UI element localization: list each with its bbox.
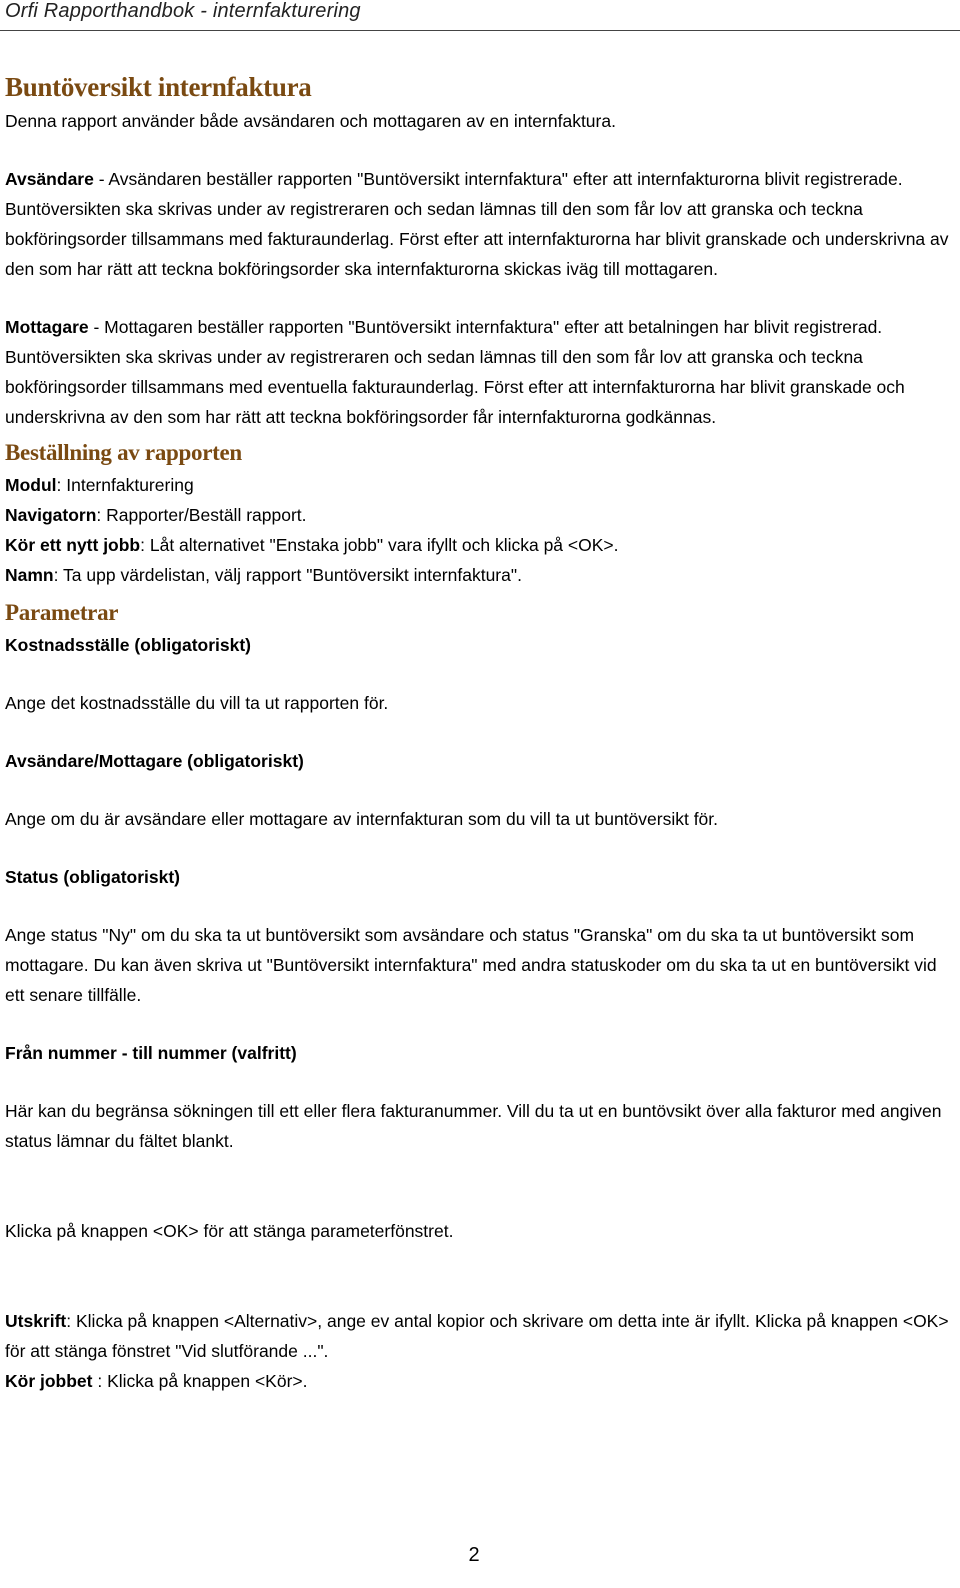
sender-label: Avsändare <box>5 169 94 189</box>
header-divider <box>0 30 960 31</box>
order-line-modul <box>5 470 950 500</box>
sender-text: - Avsändaren beställer rapporten "Buntöversikt internfaktura" efter att internfakturorna blivit registrerade. Buntöversikten ska skrivas under av registreraren och sedan lämnas till den som får lov att granska och teckna bokföringsorder tillsammans med fakturaunderlag. Först efter att internfakturorna har blivit granskade och underskrivna av den som har rätt att teckna bokföringsorder ska internfakturorna skickas iväg till mottagaren. <box>5 169 949 279</box>
order-line-namn <box>5 560 950 590</box>
print-text: : Klicka på knappen <Alternativ>, ange ev antal kopior och skrivare om detta inte är ifyllt. Klicka på knappen <OK> för att stänga fönstret "Vid slutförande ...". <box>5 1311 949 1361</box>
param-name-text: Från nummer - till nummer (valfritt) <box>5 1043 297 1063</box>
order-line-navigatorn <box>5 500 950 530</box>
receiver-text: - Mottagaren beställer rapporten "Buntöversikt internfaktura" efter att betalningen har blivit registrerad. Buntöversikten ska skrivas under av registreraren och sedan lämnas till den som får lov att granska och teckna bokföringsorder tillsammans med eventuella fakturaunderlag. Först efter att internfakturorna har blivit granskade och underskrivna av den som har rätt att teckna bokföringsorder får internfakturorna godkännas. <box>5 317 905 427</box>
order-text: : Låt alternativet "Enstaka jobb" vara ifyllt och klicka på <OK>. <box>140 535 619 555</box>
print-instruction <box>5 1306 950 1366</box>
param-name <box>5 746 950 776</box>
param-description: Här kan du begränsa sökningen till ett eller flera fakturanummer. Vill du ta ut en buntövsikt över alla fakturor med angiven status lämnar du fältet blankt. <box>5 1101 942 1151</box>
run-label: Kör jobbet <box>5 1371 93 1391</box>
receiver-label: Mottagare <box>5 317 89 337</box>
param-name-text: Kostnadsställe (obligatoriskt) <box>5 635 252 655</box>
document-body <box>5 68 950 1396</box>
ok-instruction: Klicka på knappen <OK> för att stänga parameterfönstret. <box>5 1221 454 1241</box>
intro-paragraph: Denna rapport använder både avsändaren och mottagaren av en internfaktura. <box>5 111 616 131</box>
section-title-bestallning: Beställning av rapporten <box>5 440 242 465</box>
order-label: Namn <box>5 565 54 585</box>
param-name <box>5 1038 950 1068</box>
param-name <box>5 630 950 660</box>
order-label: Modul <box>5 475 57 495</box>
param-description: Ange om du är avsändare eller mottagare av internfakturan som du vill ta ut buntöversikt för. <box>5 809 719 829</box>
param-name-text: Status (obligatoriskt) <box>5 867 181 887</box>
param-description: Ange det kostnadsställe du vill ta ut rapporten för. <box>5 693 389 713</box>
order-line-kor-ett-nytt-jobb <box>5 530 950 560</box>
run-instruction <box>5 1366 950 1396</box>
receiver-paragraph <box>5 312 950 432</box>
page-header: Orfi Rapporthandbok - internfakturering <box>5 0 361 22</box>
section-title-parametrar: Parametrar <box>5 600 119 625</box>
param-name <box>5 862 950 892</box>
section-title-buntoversikt: Buntöversikt internfaktura <box>5 72 312 102</box>
param-name-text: Avsändare/Mottagare (obligatoriskt) <box>5 751 304 771</box>
order-label: Navigatorn <box>5 505 97 525</box>
order-text: : Ta upp värdelistan, välj rapport "Buntöversikt internfaktura". <box>53 565 522 585</box>
print-label: Utskrift <box>5 1311 67 1331</box>
order-text: : Rapporter/Beställ rapport. <box>96 505 307 525</box>
order-text: : Internfakturering <box>56 475 194 495</box>
page-number: 2 <box>468 1544 480 1566</box>
run-text: : Klicka på knappen <Kör>. <box>92 1371 308 1391</box>
order-label: Kör ett nytt jobb <box>5 535 141 555</box>
param-description: Ange status "Ny" om du ska ta ut buntöversikt som avsändare och status "Granska" om du ska ta ut buntöversikt som mottagare. Du kan även skriva ut "Buntöversikt internfaktura" med andra statuskoder om du ska ta ut en buntöversikt vid ett senare tillfälle. <box>5 925 937 1005</box>
sender-paragraph <box>5 164 950 284</box>
